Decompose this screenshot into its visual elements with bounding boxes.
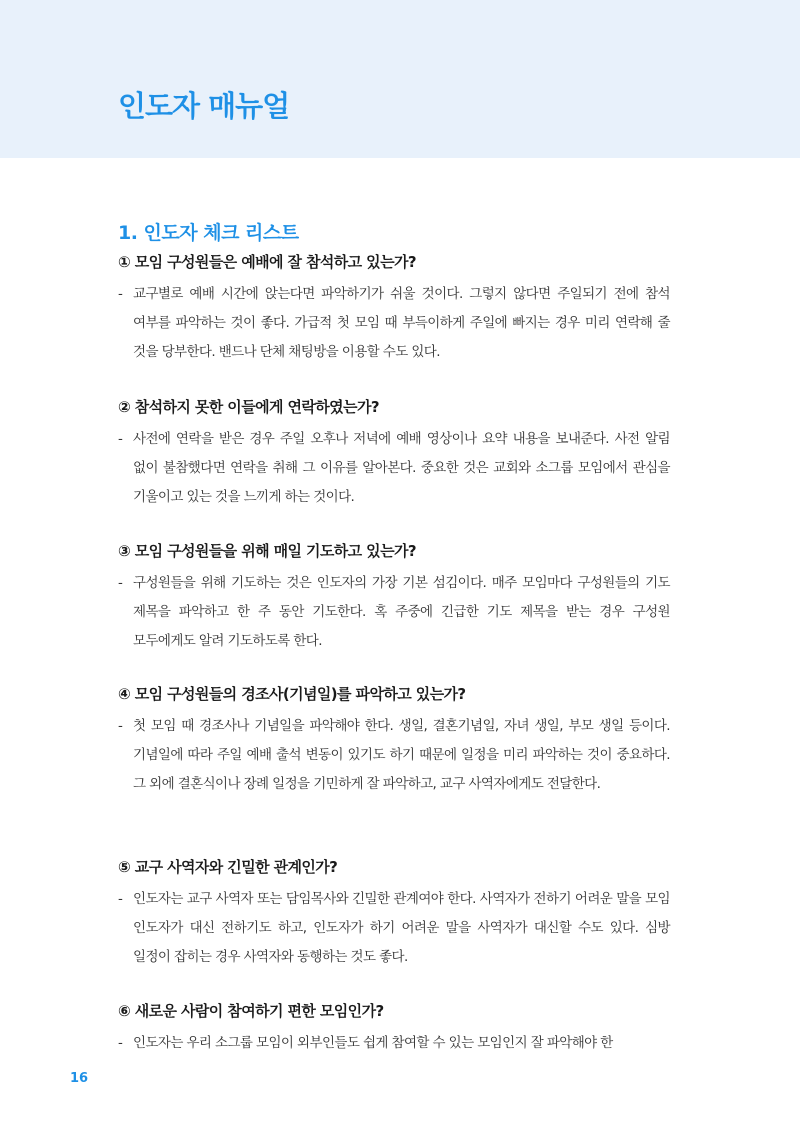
checklist-answer <box>118 712 670 799</box>
checklist-item <box>118 1001 670 1058</box>
dash-bullet: - <box>118 891 123 907</box>
dash-bullet: - <box>118 1035 123 1051</box>
header-band <box>0 0 800 158</box>
checklist-answer <box>118 885 670 972</box>
checklist-item <box>118 684 670 799</box>
answer-text: 첫 모임 때 경조사나 기념일을 파악해야 한다. 생일, 결혼기념일, 자녀 생일, 부모 생일 등이다. 기념일에 따라 주일 예배 출석 변동이 있기도 하기 때문에 일정을 미리 파악하는 것이 중요하다. 그 외에 결혼식이나 장례 일정을 기민하게 잘 파악하고, 교구 사역자에게도 전달한다. <box>133 718 670 792</box>
checklist-answer <box>118 1029 670 1058</box>
dash-bullet: - <box>118 286 123 302</box>
answer-text: 교구별로 예배 시간에 앉는다면 파악하기가 쉬울 것이다. 그렇지 않다면 주일되기 전에 참석 여부를 파악하는 것이 좋다. 가급적 첫 모임 때 부득이하게 주일에 빠지는 경우 미리 연락해 줄 것을 당부한다. 밴드나 단체 채팅방을 이용할 수도 있다. <box>133 286 670 360</box>
answer-text: 인도자는 우리 소그룹 모임이 외부인들도 쉽게 참여할 수 있는 모임인지 잘 파악해야 한 <box>133 1035 613 1051</box>
checklist-question: ⑤ 교구 사역자와 긴밀한 관계인가? <box>118 858 338 876</box>
page-number: 16 <box>70 1071 89 1086</box>
checklist-answer <box>118 425 670 512</box>
checklist-question: ⑥ 새로운 사람이 참여하기 편한 모임인가? <box>118 1002 384 1020</box>
checklist-question: ③ 모임 구성원들을 위해 매일 기도하고 있는가? <box>118 542 416 560</box>
page-title: 인도자 매뉴얼 <box>118 89 290 123</box>
checklist-question: ① 모임 구성원들은 예배에 잘 참석하고 있는가? <box>118 253 416 271</box>
checklist-item <box>118 397 670 512</box>
dash-bullet: - <box>118 431 123 447</box>
checklist-question: ② 참석하지 못한 이들에게 연락하였는가? <box>118 398 379 416</box>
checklist-item <box>118 252 670 367</box>
checklist-item <box>118 541 670 656</box>
checklist-answer <box>118 280 670 367</box>
answer-text: 사전에 연락을 받은 경우 주일 오후나 저녁에 예배 영상이나 요약 내용을 보내준다. 사전 알림 없이 불참했다면 연락을 취해 그 이유를 알아본다. 중요한 것은 교회와 소그룹 모임에서 관심을 기울이고 있는 것을 느끼게 하는 것이다. <box>133 431 670 505</box>
section-title: 1. 인도자 체크 리스트 <box>118 222 299 244</box>
checklist-answer <box>118 569 670 656</box>
checklist-item <box>118 857 670 972</box>
answer-text: 구성원들을 위해 기도하는 것은 인도자의 가장 기본 섬김이다. 매주 모임마다 구성원들의 기도 제목을 파악하고 한 주 동안 기도한다. 혹 주중에 긴급한 기도 제목을 받는 경우 구성원 모두에게도 알려 기도하도록 한다. <box>133 575 670 649</box>
dash-bullet: - <box>118 718 123 734</box>
answer-text: 인도자는 교구 사역자 또는 담임목사와 긴밀한 관계여야 한다. 사역자가 전하기 어려운 말을 모임 인도자가 대신 전하기도 하고, 인도자가 하기 어려운 말을 사역자가 대신할 수도 있다. 심방 일정이 잡히는 경우 사역자와 동행하는 것도 좋다. <box>133 891 670 965</box>
checklist-question: ④ 모임 구성원들의 경조사(기념일)를 파악하고 있는가? <box>118 685 466 703</box>
dash-bullet: - <box>118 575 123 591</box>
